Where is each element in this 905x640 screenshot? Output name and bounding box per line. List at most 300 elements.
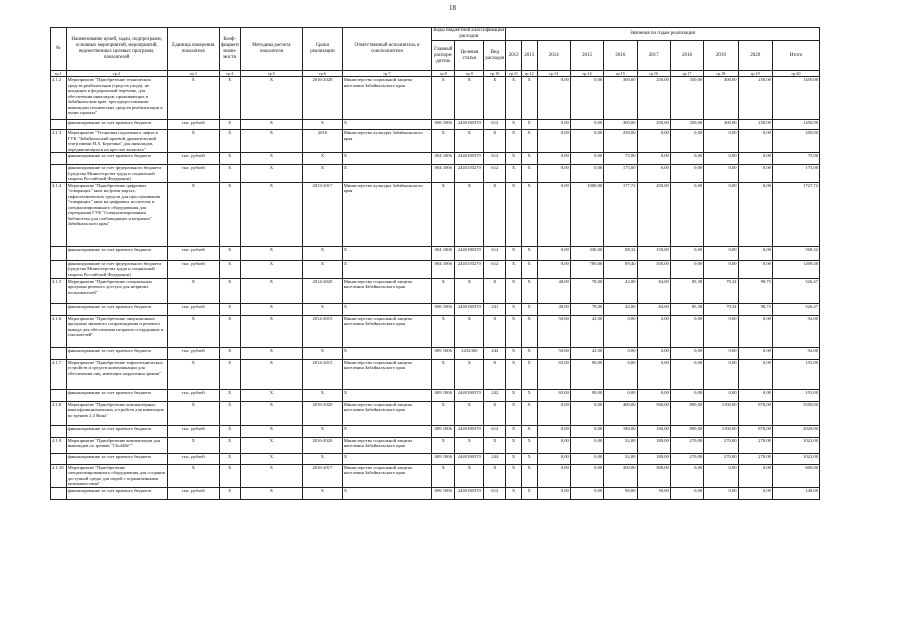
row-year-value: X — [521, 464, 537, 487]
row-year-value: 79,34 — [704, 303, 738, 315]
row-year-value: X — [506, 303, 522, 315]
row-kbk-type: X — [484, 437, 506, 453]
row-year-value: 0,00 — [537, 182, 570, 246]
row-year-value: 0,00 — [570, 425, 603, 437]
row-unit: X — [167, 401, 219, 425]
row-year-value: 350,00 — [637, 260, 670, 278]
row-unit: тыс. рублей — [167, 120, 219, 130]
row-unit: X — [167, 130, 219, 153]
row-year-value: X — [506, 246, 522, 260]
row-kbk-type: X — [484, 359, 506, 389]
page-number: 18 — [449, 4, 456, 12]
column-number: гр.5 — [240, 71, 303, 77]
row-coefficient: X — [219, 315, 240, 347]
row-method: X — [240, 303, 303, 315]
row-year-value: 90,00 — [604, 487, 637, 499]
row-year-value: 300,00 — [637, 464, 670, 487]
row-total: 1022,00 — [772, 453, 819, 464]
row-unit: X — [167, 315, 219, 347]
row-executor: X — [342, 153, 432, 165]
row-unit: X — [167, 77, 219, 120]
row-coefficient: X — [219, 153, 240, 165]
row-year-value: 0,00 — [604, 389, 637, 401]
row-kbk-article: X — [455, 315, 484, 347]
row-year-value: 0,00 — [670, 389, 703, 401]
row-year-value: 270,00 — [704, 437, 738, 453]
row-kbk-manager: X — [432, 77, 455, 120]
header-unit: Единица измерения показателя — [167, 28, 219, 71]
row-year-value: 870,00 — [738, 425, 772, 437]
row-coefficient: X — [219, 120, 240, 130]
row-year-value: X — [521, 425, 537, 437]
row-number: 4.1.8 — [51, 401, 67, 425]
row-year-value: X — [521, 389, 537, 401]
row-year-value: X — [506, 347, 522, 359]
row-coefficient: X — [219, 453, 240, 464]
row-kbk-type: 241 — [484, 303, 506, 315]
row-period: 2016-2020 — [303, 401, 343, 425]
row-year-value: 177,72 — [604, 182, 637, 246]
row-year-value: X — [521, 260, 537, 278]
row-year-value: 560,00 — [637, 401, 670, 425]
row-year-value: 0,00 — [637, 359, 670, 389]
row-period: X — [303, 260, 343, 278]
table-row — [51, 389, 820, 401]
header-method: Методика расчета показателя — [240, 28, 303, 71]
row-year-value: 330,00 — [570, 246, 603, 260]
row-kbk-article: 2440150270 — [455, 165, 484, 183]
row-year-value: 0,00 — [704, 130, 738, 153]
row-period: X — [303, 120, 343, 130]
column-number: гр.8 — [432, 71, 455, 77]
row-method: X — [240, 120, 303, 130]
row-number: 4.1.6 — [51, 315, 67, 347]
row-year-value: 175,00 — [604, 165, 637, 183]
row-year-value: 0,00 — [738, 464, 772, 487]
row-year-value: 0,00 — [537, 453, 570, 464]
row-name: финансирование за счет краевого бюджета — [66, 303, 167, 315]
row-year-value: 0,00 — [570, 487, 603, 499]
row-executor: X — [342, 260, 432, 278]
row-year-value: 0,00 — [704, 182, 738, 246]
row-year-value: 0,00 — [570, 437, 603, 453]
row-year-value: X — [506, 278, 522, 303]
row-year-value: 0,00 — [537, 130, 570, 153]
row-year-value: 1000,00 — [570, 182, 603, 246]
row-year-value: X — [506, 77, 522, 120]
row-year-value: 85,38 — [670, 303, 703, 315]
row-coefficient: X — [219, 77, 240, 120]
row-unit: X — [167, 278, 219, 303]
row-year-value: X — [521, 315, 537, 347]
row-year-value: 0,00 — [670, 359, 703, 389]
header-name: Наименование целей, задач, подпрограмм, основных мероприятий, мероприятий, ведомственных целевых программ, показателей — [66, 28, 167, 71]
row-year-value: 88,32 — [604, 246, 637, 260]
row-executor: Министерство культуры Забайкальского края — [342, 182, 432, 246]
table-row — [51, 153, 820, 165]
row-unit: X — [167, 464, 219, 487]
header-num: № — [51, 28, 67, 71]
row-executor: Министерство социальной защиты населения Забайкальского края — [342, 278, 432, 303]
row-method: X — [240, 278, 303, 303]
row-coefficient: X — [219, 246, 240, 260]
row-total: 526,47 — [772, 278, 819, 303]
header-year: 2013 — [521, 41, 537, 71]
row-total: 140,00 — [772, 487, 819, 499]
row-year-value: 0,00 — [670, 260, 703, 278]
row-year-value: X — [521, 153, 537, 165]
row-year-value: 32,00 — [604, 437, 637, 453]
row-year-value: 40,00 — [537, 278, 570, 303]
row-kbk-manager: X — [432, 359, 455, 389]
row-method: X — [240, 153, 303, 165]
table-row — [51, 182, 820, 246]
row-executor: X — [342, 120, 432, 130]
row-year-value: X — [506, 359, 522, 389]
row-year-value: X — [506, 120, 522, 130]
row-year-value: 250,00 — [738, 77, 772, 120]
row-coefficient: X — [219, 165, 240, 183]
row-unit: X — [167, 359, 219, 389]
row-period: 2014-2020 — [303, 278, 343, 303]
row-year-value: 42,00 — [604, 303, 637, 315]
row-unit: тыс. рублей — [167, 487, 219, 499]
row-name: Мероприятие "Приобретение тифлотехнических устройств и средств коммуникации для обеспечения лиц, имеющих нарушения зрения" — [66, 359, 167, 389]
header-year: 2012 — [506, 41, 522, 71]
row-year-value: X — [521, 487, 537, 499]
row-name: финансирование за счет федерального бюджета (средства Министерства труда и социальной защиты Российской Федерации) — [66, 260, 167, 278]
row-name: Мероприятие "Установка подъемного лифта в ГУК "Забайкальский краевой драматический театр имени Н.А. Березина" для инвалидов, передвигающихся на креслах-колясках" — [66, 130, 167, 153]
column-number: гр.14 — [570, 71, 603, 77]
row-kbk-article: 2440180370 — [455, 389, 484, 401]
row-year-value: 150,00 — [637, 246, 670, 260]
header-year: 2016 — [604, 41, 637, 71]
row-kbk-manager: X — [432, 437, 455, 453]
row-coefficient: X — [219, 487, 240, 499]
row-number — [51, 347, 67, 359]
row-year-value: 0,00 — [537, 120, 570, 130]
table-row — [51, 246, 820, 260]
row-year-value: 1100,00 — [704, 401, 738, 425]
row-executor: Министерство социальной защиты населения Забайкальского края — [342, 401, 432, 425]
table-row — [51, 464, 820, 487]
row-period: X — [303, 453, 343, 464]
row-year-value: 98,75 — [738, 278, 772, 303]
row-year-value: 350,00 — [670, 120, 703, 130]
table-row — [51, 165, 820, 183]
row-executor: Министерство культуры Забайкальского края — [342, 130, 432, 153]
row-year-value: 0,00 — [704, 464, 738, 487]
row-executor: X — [342, 453, 432, 464]
row-year-value: 65,00 — [537, 389, 570, 401]
row-year-value: 0,00 — [604, 315, 637, 347]
row-year-value: X — [506, 260, 522, 278]
row-year-value: 0,00 — [537, 437, 570, 453]
row-unit: тыс. рублей — [167, 246, 219, 260]
row-unit: тыс. рублей — [167, 260, 219, 278]
program-table — [50, 27, 820, 500]
column-number: гр.18 — [704, 71, 738, 77]
row-year-value: 250,00 — [637, 182, 670, 246]
row-total: 600,00 — [772, 464, 819, 487]
row-executor: X — [342, 165, 432, 183]
row-total: 155,00 — [772, 359, 819, 389]
row-unit: тыс. рублей — [167, 389, 219, 401]
row-total: 1450,00 — [772, 120, 819, 130]
table-row — [51, 425, 820, 437]
row-year-value: 300,00 — [604, 464, 637, 487]
header-executor: Ответственный исполнитель и соисполнители — [342, 28, 432, 71]
row-year-value: 0,00 — [670, 182, 703, 246]
row-number: 4.1.3 — [51, 130, 67, 153]
row-year-value: 0,00 — [537, 153, 570, 165]
row-year-value: 0,00 — [537, 464, 570, 487]
row-year-value: 42,00 — [604, 278, 637, 303]
row-year-value: 78,00 — [570, 278, 603, 303]
table-row — [51, 487, 820, 499]
column-number: гр.12 — [521, 71, 537, 77]
row-kbk-manager: X — [432, 182, 455, 246]
column-number: гр.4 — [219, 71, 240, 77]
header-values: Значения по годам реализации — [506, 28, 820, 41]
header-coef: Коэф-фициент значи-мости — [219, 28, 240, 71]
row-year-value: 85,38 — [670, 278, 703, 303]
row-year-value: 250,00 — [604, 130, 637, 153]
row-period: 2016-2017 — [303, 464, 343, 487]
row-year-value: 0,00 — [738, 389, 772, 401]
row-year-value: X — [521, 182, 537, 246]
row-year-value: 0,00 — [738, 246, 772, 260]
table-row — [51, 130, 820, 153]
row-method: X — [240, 315, 303, 347]
row-year-value: 0,00 — [670, 165, 703, 183]
row-number: 4.1.4 — [51, 182, 67, 246]
row-year-value: 0,00 — [670, 464, 703, 487]
row-kbk-manager: X — [432, 464, 455, 487]
row-coefficient: X — [219, 389, 240, 401]
row-unit: тыс. рублей — [167, 347, 219, 359]
row-year-value: X — [521, 303, 537, 315]
row-kbk-type: 242 — [484, 389, 506, 401]
row-year-value: 0,00 — [704, 165, 738, 183]
row-year-value: 0,00 — [704, 487, 738, 499]
row-year-value: X — [506, 464, 522, 487]
row-period: X — [303, 347, 343, 359]
row-method: X — [240, 260, 303, 278]
row-year-value: 40,00 — [537, 303, 570, 315]
row-year-value: 0,00 — [570, 453, 603, 464]
row-year-value: 0,00 — [670, 487, 703, 499]
row-kbk-manager: 004 1006 — [432, 246, 455, 260]
row-coefficient: X — [219, 437, 240, 453]
row-period: 2016 — [303, 130, 343, 153]
row-executor: X — [342, 246, 432, 260]
header-year: 2019 — [704, 41, 738, 71]
row-year-value: 0,00 — [704, 315, 738, 347]
row-year-value: 0,00 — [537, 487, 570, 499]
row-coefficient: X — [219, 464, 240, 487]
row-kbk-manager: 009 1006 — [432, 487, 455, 499]
row-number: 4.1.9 — [51, 437, 67, 453]
row-executor: Министерство социальной защиты населения Забайкальского края — [342, 437, 432, 453]
row-year-value: 0,00 — [537, 77, 570, 120]
row-year-value: 700,00 — [570, 260, 603, 278]
row-name: Мероприятие "Приобретение компьютерных многофункциональных устройств для инвалидов по зрению 2,3 Вина" — [66, 401, 167, 425]
row-year-value: 0,00 — [704, 389, 738, 401]
row-year-value: 0,00 — [637, 347, 670, 359]
row-number — [51, 303, 67, 315]
column-number: гр.16 — [637, 71, 670, 77]
row-period: X — [303, 303, 343, 315]
row-year-value: 89,40 — [604, 260, 637, 278]
row-year-value: X — [506, 401, 522, 425]
header-period: Сроки реализации — [303, 28, 343, 71]
column-number: гр.3 — [167, 71, 219, 77]
table-body — [51, 77, 820, 500]
row-year-value: 270,00 — [738, 437, 772, 453]
column-number: гр.11 — [506, 71, 522, 77]
row-period: X — [303, 153, 343, 165]
row-kbk-type: 612 — [484, 487, 506, 499]
row-number — [51, 453, 67, 464]
row-kbk-article: 2440180370 — [455, 303, 484, 315]
row-year-value: 0,00 — [537, 401, 570, 425]
table-row — [51, 401, 820, 425]
row-number — [51, 260, 67, 278]
row-total: 250,00 — [772, 130, 819, 153]
table-row — [51, 437, 820, 453]
row-number — [51, 425, 67, 437]
row-kbk-article: 2440180370 — [455, 487, 484, 499]
row-total: 1727,72 — [772, 182, 819, 246]
row-year-value: 0,00 — [570, 77, 603, 120]
row-period: X — [303, 165, 343, 183]
table-row — [51, 278, 820, 303]
row-kbk-manager: X — [432, 130, 455, 153]
row-year-value: 98,75 — [738, 303, 772, 315]
row-method: X — [240, 487, 303, 499]
row-year-value: 0,00 — [738, 347, 772, 359]
row-year-value: X — [521, 77, 537, 120]
row-year-value: 0,00 — [670, 246, 703, 260]
row-period: X — [303, 425, 343, 437]
row-year-value: 0,00 — [570, 401, 603, 425]
row-year-value: 350,00 — [670, 77, 703, 120]
row-year-value: X — [521, 130, 537, 153]
row-year-value: 50,00 — [537, 315, 570, 347]
column-number: гр.13 — [537, 71, 570, 77]
row-kbk-manager: 009 1006 — [432, 347, 455, 359]
row-total: 3550,00 — [772, 401, 819, 425]
row-year-value: 0,00 — [670, 315, 703, 347]
row-number: 4.1.2 — [51, 77, 67, 120]
row-year-value: 0,00 — [637, 315, 670, 347]
row-period: X — [303, 487, 343, 499]
row-period: 2016-2020 — [303, 437, 343, 453]
row-year-value: 32,00 — [604, 453, 637, 464]
row-kbk-article: 2440180370 — [455, 425, 484, 437]
row-name: Мероприятие "Приобретение компьютеров для инвалидов по зрению "ClickMe"" — [66, 437, 167, 453]
header-kbk-article: Целевая статья — [455, 41, 484, 71]
row-total: 175,00 — [772, 165, 819, 183]
row-year-value: 0,00 — [738, 165, 772, 183]
row-kbk-type: X — [484, 401, 506, 425]
row-kbk-manager: 008 1006 — [432, 303, 455, 315]
table-row — [51, 347, 820, 359]
table-row — [51, 77, 820, 120]
row-kbk-manager: 004 1006 — [432, 153, 455, 165]
row-year-value: 90,00 — [570, 359, 603, 389]
row-period: 2014-2015 — [303, 315, 343, 347]
row-kbk-article: X — [455, 278, 484, 303]
row-year-value: X — [521, 453, 537, 464]
row-unit: тыс. рублей — [167, 153, 219, 165]
column-number: гр.7 — [342, 71, 432, 77]
row-coefficient: X — [219, 347, 240, 359]
row-period: 2013-2017 — [303, 182, 343, 246]
header-kbk: Коды бюджетной классификации расходов — [433, 28, 505, 39]
table-row — [51, 260, 820, 278]
column-number: гр.1 — [51, 71, 67, 77]
row-number — [51, 389, 67, 401]
row-name: финансирование за счет краевого бюджета — [66, 153, 167, 165]
row-unit: тыс. рублей — [167, 453, 219, 464]
row-kbk-type: X — [484, 77, 506, 120]
table-row — [51, 120, 820, 130]
row-coefficient: X — [219, 130, 240, 153]
row-year-value: 0,00 — [670, 130, 703, 153]
row-total: 568,32 — [772, 246, 819, 260]
row-name: финансирование за счет федерального бюджета (средства Министерства труда и социальной защиты Российской Федерации) — [66, 165, 167, 183]
row-year-value: 75,00 — [604, 153, 637, 165]
row-year-value: 300,00 — [704, 77, 738, 120]
header-year: 2015 — [570, 41, 603, 71]
row-year-value: 160,00 — [637, 425, 670, 437]
row-year-value: 0,00 — [738, 359, 772, 389]
column-number: гр.10 — [484, 71, 506, 77]
row-method: X — [240, 359, 303, 389]
row-year-value: 250,00 — [637, 77, 670, 120]
row-name: финансирование за счет краевого бюджета — [66, 389, 167, 401]
row-year-value: X — [521, 278, 537, 303]
row-method: X — [240, 389, 303, 401]
row-coefficient: X — [219, 401, 240, 425]
row-coefficient: X — [219, 278, 240, 303]
row-kbk-type: 612 — [484, 260, 506, 278]
row-total: 2920,00 — [772, 425, 819, 437]
row-number — [51, 153, 67, 165]
table-header — [51, 28, 820, 77]
row-executor: X — [342, 347, 432, 359]
row-kbk-type: 612 — [484, 165, 506, 183]
row-year-value: X — [506, 425, 522, 437]
row-year-value: 65,00 — [537, 359, 570, 389]
row-unit: тыс. рублей — [167, 303, 219, 315]
row-year-value: X — [506, 437, 522, 453]
row-total: 75,00 — [772, 153, 819, 165]
row-kbk-article: X — [455, 401, 484, 425]
row-unit: тыс. рублей — [167, 165, 219, 183]
row-year-value: 78,00 — [570, 303, 603, 315]
row-name: финансирование за счет краевого бюджета — [66, 246, 167, 260]
row-year-value: 0,00 — [738, 315, 772, 347]
row-year-value: 0,00 — [738, 260, 772, 278]
row-year-value: 0,00 — [637, 153, 670, 165]
row-kbk-manager: X — [432, 401, 455, 425]
row-year-value: 250,00 — [637, 120, 670, 130]
row-total: 155,00 — [772, 389, 819, 401]
row-unit: X — [167, 437, 219, 453]
